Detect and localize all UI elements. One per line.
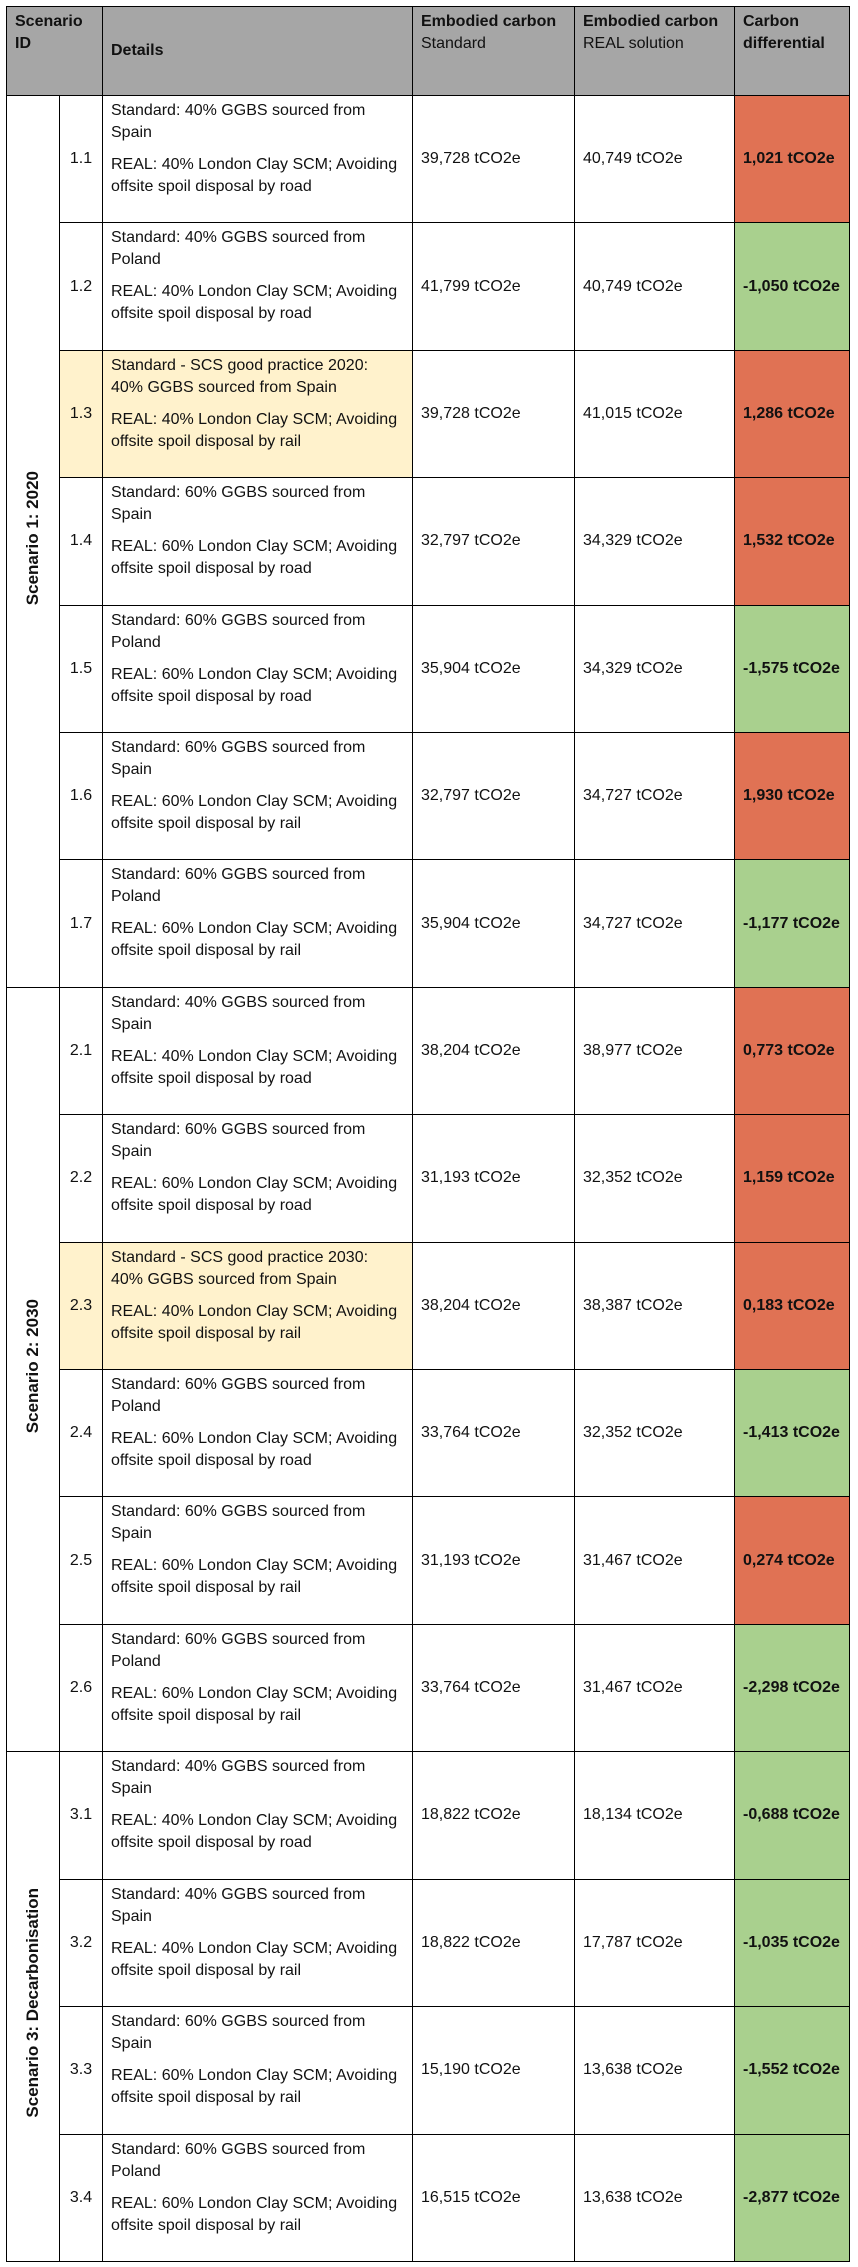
- carbon-differential: -1,413 tCO2e: [735, 1370, 850, 1497]
- scenario-details: [103, 733, 413, 860]
- header-carbon-differential: Carbon differential: [735, 7, 850, 96]
- scenario-details: [103, 1879, 413, 2006]
- embodied-carbon-real: 34,727 tCO2e: [575, 860, 735, 987]
- scenario-details: [103, 1752, 413, 1879]
- real-description: REAL: 60% London Clay SCM; Avoiding offsite spoil disposal by rail: [111, 1684, 398, 1724]
- scenario-details: [103, 478, 413, 605]
- real-description: REAL: 40% London Clay SCM; Avoiding offsite spoil disposal by road: [111, 283, 398, 323]
- embodied-carbon-real: 38,387 tCO2e: [575, 1242, 735, 1369]
- carbon-differential: 1,159 tCO2e: [735, 1115, 850, 1242]
- scenario-details: [103, 1624, 413, 1751]
- header-details: Details: [103, 7, 413, 96]
- embodied-carbon-real: 31,467 tCO2e: [575, 1497, 735, 1624]
- real-description: REAL: 60% London Clay SCM; Avoiding offsite spoil disposal by rail: [111, 793, 398, 833]
- standard-description: Standard: 60% GGBS sourced from Spain: [111, 1503, 366, 1543]
- embodied-carbon-real: 32,352 tCO2e: [575, 1115, 735, 1242]
- scenario-details: [103, 2007, 413, 2134]
- table-row: [7, 223, 850, 350]
- carbon-differential: -1,035 tCO2e: [735, 1879, 850, 2006]
- scenario-group-label-cell: [7, 96, 60, 988]
- embodied-carbon-standard: 35,904 tCO2e: [413, 605, 575, 732]
- standard-description: Standard: 60% GGBS sourced from Spain: [111, 1121, 366, 1161]
- real-description: REAL: 60% London Clay SCM; Avoiding offsite spoil disposal by road: [111, 1175, 398, 1215]
- scenario-details: [103, 860, 413, 987]
- embodied-carbon-real: 31,467 tCO2e: [575, 1624, 735, 1751]
- table-row: [7, 605, 850, 732]
- scenario-details: [103, 987, 413, 1114]
- embodied-carbon-standard: 31,193 tCO2e: [413, 1497, 575, 1624]
- carbon-differential: -1,575 tCO2e: [735, 605, 850, 732]
- scenario-id: 2.5: [60, 1497, 103, 1624]
- standard-description: Standard: 40% GGBS sourced from Poland: [111, 229, 366, 269]
- embodied-carbon-real: 38,977 tCO2e: [575, 987, 735, 1114]
- header-embodied-standard-sub: Standard: [421, 35, 486, 52]
- standard-description: Standard: 40% GGBS sourced from Spain: [111, 993, 366, 1033]
- standard-description: Standard: 60% GGBS sourced from Spain: [111, 739, 366, 779]
- header-embodied-real-title: Embodied carbon: [583, 13, 719, 30]
- scenario-id: 1.4: [60, 478, 103, 605]
- carbon-differential: 1,286 tCO2e: [735, 350, 850, 477]
- scenario-details: [103, 1370, 413, 1497]
- header-embodied-standard: [413, 7, 575, 96]
- real-description: REAL: 40% London Clay SCM; Avoiding offsite spoil disposal by rail: [111, 410, 398, 450]
- embodied-carbon-standard: 32,797 tCO2e: [413, 733, 575, 860]
- real-description: REAL: 40% London Clay SCM; Avoiding offsite spoil disposal by rail: [111, 1302, 398, 1342]
- standard-description: Standard: 60% GGBS sourced from Poland: [111, 2140, 366, 2180]
- standard-description: Standard: 40% GGBS sourced from Spain: [111, 1885, 366, 1925]
- embodied-carbon-real: 40,749 tCO2e: [575, 96, 735, 223]
- table-row: [7, 478, 850, 605]
- scenario-id: 1.6: [60, 733, 103, 860]
- carbon-differential: 1,532 tCO2e: [735, 478, 850, 605]
- embodied-carbon-real: 40,749 tCO2e: [575, 223, 735, 350]
- scenario-details: [103, 1242, 413, 1369]
- embodied-carbon-standard: 33,764 tCO2e: [413, 1370, 575, 1497]
- scenario-group-label: Scenario 1: 2020: [23, 470, 42, 606]
- scenario-id: 2.2: [60, 1115, 103, 1242]
- header-embodied-real: [575, 7, 735, 96]
- scenario-id: 2.3: [60, 1242, 103, 1369]
- standard-description: Standard - SCS good practice 2020: 40% GGBS sourced from Spain: [111, 356, 369, 396]
- embodied-carbon-standard: 33,764 tCO2e: [413, 1624, 575, 1751]
- scenario-id: 3.1: [60, 1752, 103, 1879]
- standard-description: Standard - SCS good practice 2030: 40% GGBS sourced from Spain: [111, 1248, 369, 1288]
- standard-description: Standard: 60% GGBS sourced from Poland: [111, 611, 366, 651]
- scenario-group-label-cell: [7, 1752, 60, 2262]
- embodied-carbon-standard: 35,904 tCO2e: [413, 860, 575, 987]
- embodied-carbon-real: 34,727 tCO2e: [575, 733, 735, 860]
- scenario-details: [103, 350, 413, 477]
- scenario-id: 1.5: [60, 605, 103, 732]
- table-row: [7, 2007, 850, 2134]
- table-row: [7, 733, 850, 860]
- standard-description: Standard: 60% GGBS sourced from Spain: [111, 484, 366, 524]
- scenario-id: 3.4: [60, 2134, 103, 2261]
- standard-description: Standard: 60% GGBS sourced from Poland: [111, 1376, 366, 1416]
- embodied-carbon-standard: 38,204 tCO2e: [413, 1242, 575, 1369]
- scenario-details: [103, 1497, 413, 1624]
- table-row: [7, 96, 850, 223]
- scenario-id: 3.2: [60, 1879, 103, 2006]
- carbon-differential: -0,688 tCO2e: [735, 1752, 850, 1879]
- carbon-differential: 1,021 tCO2e: [735, 96, 850, 223]
- scenario-details: [103, 96, 413, 223]
- standard-description: Standard: 40% GGBS sourced from Spain: [111, 102, 366, 141]
- table-row: [7, 1115, 850, 1242]
- embodied-carbon-standard: 38,204 tCO2e: [413, 987, 575, 1114]
- table-row: [7, 860, 850, 987]
- header-scenario-id: Scenario ID: [7, 7, 103, 96]
- scenario-details: [103, 2134, 413, 2261]
- carbon-scenarios-table: [6, 6, 850, 2262]
- real-description: REAL: 60% London Clay SCM; Avoiding offsite spoil disposal by road: [111, 538, 398, 578]
- carbon-differential: -2,877 tCO2e: [735, 2134, 850, 2261]
- real-description: REAL: 60% London Clay SCM; Avoiding offsite spoil disposal by rail: [111, 1557, 398, 1597]
- real-description: REAL: 60% London Clay SCM; Avoiding offsite spoil disposal by road: [111, 1430, 398, 1470]
- scenario-id: 2.4: [60, 1370, 103, 1497]
- embodied-carbon-real: 32,352 tCO2e: [575, 1370, 735, 1497]
- scenario-id: 1.7: [60, 860, 103, 987]
- embodied-carbon-standard: 39,728 tCO2e: [413, 350, 575, 477]
- table-row: [7, 1242, 850, 1369]
- table-row: [7, 1370, 850, 1497]
- embodied-carbon-real: 13,638 tCO2e: [575, 2134, 735, 2261]
- real-description: REAL: 40% London Clay SCM; Avoiding offsite spoil disposal by road: [111, 1812, 398, 1852]
- standard-description: Standard: 60% GGBS sourced from Poland: [111, 866, 366, 906]
- scenario-details: [103, 223, 413, 350]
- table-row: [7, 1497, 850, 1624]
- scenario-group-label: Scenario 2: 2030: [23, 1298, 42, 1434]
- scenario-details: [103, 605, 413, 732]
- scenario-id: 1.2: [60, 223, 103, 350]
- real-description: REAL: 60% London Clay SCM; Avoiding offsite spoil disposal by rail: [111, 920, 398, 960]
- carbon-differential: 0,183 tCO2e: [735, 1242, 850, 1369]
- carbon-differential: 1,930 tCO2e: [735, 733, 850, 860]
- embodied-carbon-standard: 31,193 tCO2e: [413, 1115, 575, 1242]
- table-row: [7, 1879, 850, 2006]
- scenario-group-label-cell: [7, 987, 60, 1751]
- embodied-carbon-real: 13,638 tCO2e: [575, 2007, 735, 2134]
- real-description: REAL: 40% London Clay SCM; Avoiding offsite spoil disposal by road: [111, 1047, 398, 1087]
- carbon-differential: -2,298 tCO2e: [735, 1624, 850, 1751]
- carbon-differential: 0,773 tCO2e: [735, 987, 850, 1114]
- header-embodied-real-sub: REAL solution: [583, 35, 684, 52]
- table-row: [7, 1624, 850, 1751]
- embodied-carbon-real: 17,787 tCO2e: [575, 1879, 735, 2006]
- real-description: REAL: 60% London Clay SCM; Avoiding offsite spoil disposal by road: [111, 665, 398, 705]
- scenario-id: 2.1: [60, 987, 103, 1114]
- embodied-carbon-standard: 18,822 tCO2e: [413, 1752, 575, 1879]
- scenario-details: [103, 1115, 413, 1242]
- table-body: [7, 96, 850, 2262]
- embodied-carbon-real: 41,015 tCO2e: [575, 350, 735, 477]
- carbon-differential: -1,050 tCO2e: [735, 223, 850, 350]
- embodied-carbon-standard: 39,728 tCO2e: [413, 96, 575, 223]
- real-description: REAL: 40% London Clay SCM; Avoiding offsite spoil disposal by road: [111, 156, 398, 195]
- scenario-id: 1.3: [60, 350, 103, 477]
- standard-description: Standard: 40% GGBS sourced from Spain: [111, 1758, 366, 1798]
- scenario-id: 2.6: [60, 1624, 103, 1751]
- table-row: [7, 350, 850, 477]
- scenario-id: 3.3: [60, 2007, 103, 2134]
- embodied-carbon-real: 18,134 tCO2e: [575, 1752, 735, 1879]
- table-row: [7, 2134, 850, 2261]
- embodied-carbon-standard: 32,797 tCO2e: [413, 478, 575, 605]
- table-row: [7, 987, 850, 1114]
- header-embodied-standard-title: Embodied carbon: [421, 13, 557, 30]
- table-row: [7, 1752, 850, 1879]
- scenario-id: 1.1: [60, 96, 103, 223]
- embodied-carbon-standard: 41,799 tCO2e: [413, 223, 575, 350]
- carbon-differential: 0,274 tCO2e: [735, 1497, 850, 1624]
- standard-description: Standard: 60% GGBS sourced from Poland: [111, 1630, 366, 1670]
- embodied-carbon-real: 34,329 tCO2e: [575, 605, 735, 732]
- carbon-differential: -1,552 tCO2e: [735, 2007, 850, 2134]
- carbon-differential: -1,177 tCO2e: [735, 860, 850, 987]
- real-description: REAL: 40% London Clay SCM; Avoiding offsite spoil disposal by rail: [111, 1939, 398, 1979]
- embodied-carbon-real: 34,329 tCO2e: [575, 478, 735, 605]
- embodied-carbon-standard: 18,822 tCO2e: [413, 1879, 575, 2006]
- header-row: [7, 7, 850, 96]
- embodied-carbon-standard: 16,515 tCO2e: [413, 2134, 575, 2261]
- standard-description: Standard: 60% GGBS sourced from Spain: [111, 2013, 366, 2053]
- real-description: REAL: 60% London Clay SCM; Avoiding offsite spoil disposal by rail: [111, 2194, 398, 2234]
- scenario-group-label: Scenario 3: Decarbonisation: [23, 1888, 42, 2118]
- real-description: REAL: 60% London Clay SCM; Avoiding offsite spoil disposal by rail: [111, 2067, 398, 2107]
- embodied-carbon-standard: 15,190 tCO2e: [413, 2007, 575, 2134]
